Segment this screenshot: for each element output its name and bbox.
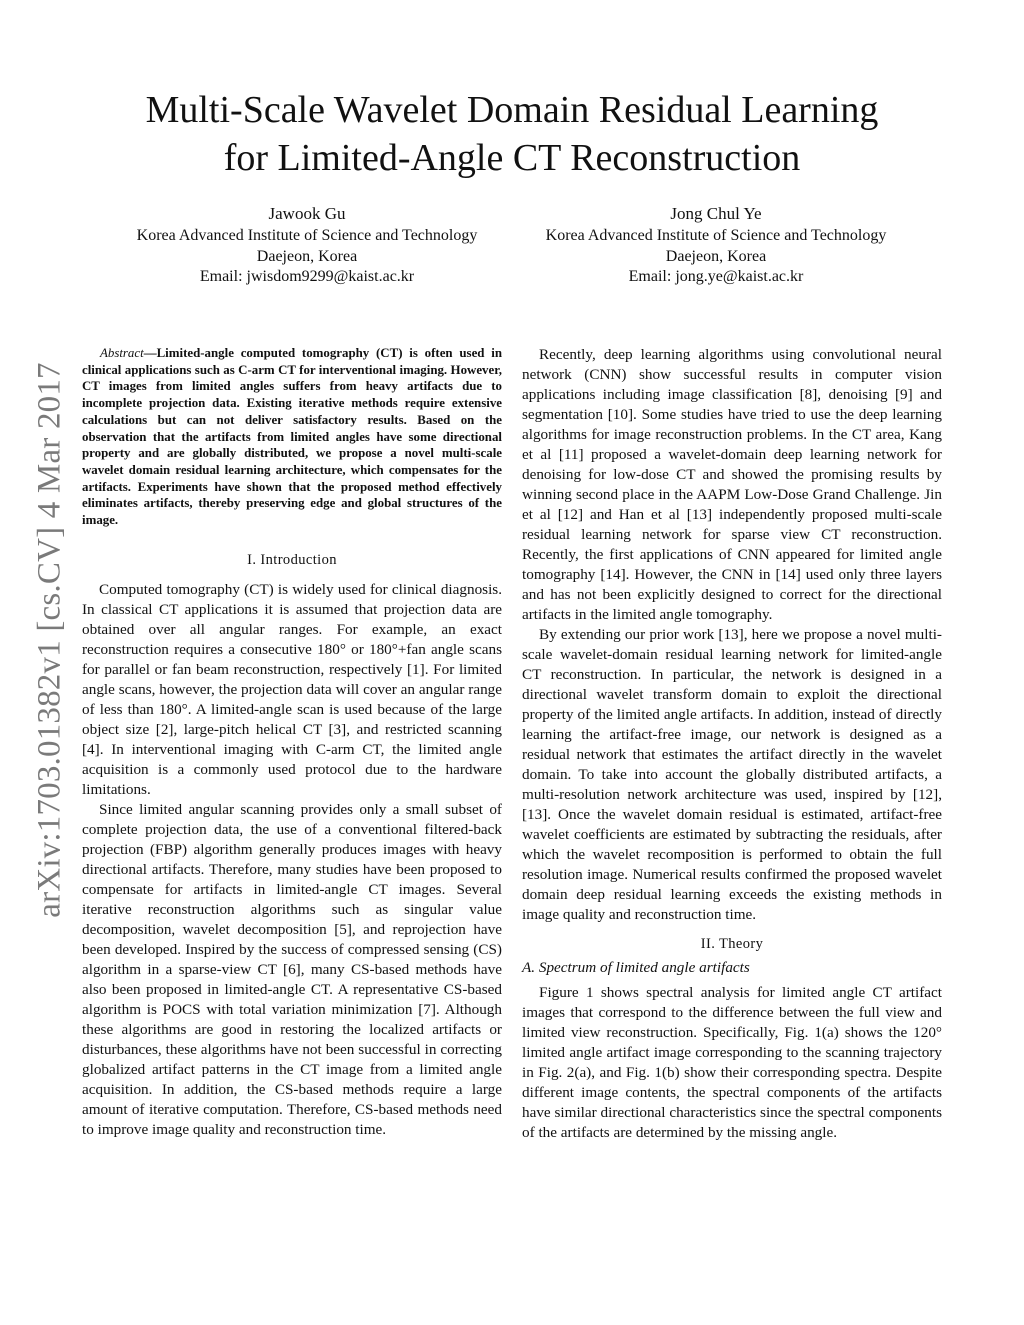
author-location: Daejeon, Korea — [256, 247, 358, 265]
intro-paragraph-3: Recently, deep learning algorithms using convolutional neural network (CNN) show successful results in computer vision applications including image classification [8], denoising [9] and segmentation [10]. Some studies have tried to use the deep learning algorithms for image reconstruction problems. In the CT area, Kang et al [11] proposed a wavelet-domain deep learning network for denoising for low-dose CT and showed the promising results by winning second place in the AAPM Low-Dose Grand Challenge. Jin et al [12] and Han et al [13] independently proposed multi-scale residual learning network for sparse view CT reconstruction. Recently, the first applications of CNN appeared for limited angle tomography [14]. However, the CNN in [14] used only three layers and has not been explicitly designed to correct for the directional artifacts in the limited angle tomography. — [522, 346, 942, 623]
author-affiliation: Korea Advanced Institute of Science and Technology — [545, 227, 887, 244]
author-block-1 — [107, 203, 507, 288]
author-block-2 — [516, 203, 916, 288]
intro-paragraph-4: By extending our prior work [13], here we propose a novel multi-scale wavelet-domain residual learning network for limited-angle CT reconstruction. In particular, the network is designed in a directional wavelet transform domain to exploit the directional property of the limited angle artifacts. In addition, instead of directly learning the artifact-free image, our network is designed as a residual network that estimates the artifact directly in the wavelet domain. To take into account the globally distributed artifacts, a multi-resolution network architecture was used, inspired by [12], [13]. Once the wavelet domain residual is estimated, artifact-free wavelet coefficients are estimated by subtracting the residuals, after which the wavelet recomposition is performed to obtain the full resolution image. Numerical results confirmed the proposed wavelet domain deep residual learning exceeds the existing methods in image quality and reconstruction time. — [522, 626, 942, 923]
left-column — [82, 345, 502, 1140]
arxiv-identifier[interactable]: arXiv:1703.01382v1 [cs.CV] 4 Mar 2017 — [31, 362, 68, 918]
author-name: Jawook Gu — [268, 204, 346, 223]
title-line-2: for Limited-Angle CT Reconstruction — [223, 137, 801, 179]
subsection-heading-spectrum: A. Spectrum of limited angle artifacts — [522, 959, 750, 976]
author-location: Daejeon, Korea — [665, 247, 767, 265]
title-line-1: Multi-Scale Wavelet Domain Residual Learning — [145, 89, 879, 131]
abstract — [82, 345, 502, 529]
intro-paragraph-2: Since limited angular scanning provides only a small subset of complete projection data, the use of a conventional filtered-back projection (FBP) algorithm generally produces images with heavy directional artifacts. Therefore, many studies have been proposed to compensate for artifacts in limited-angle CT images. Several iterative reconstruction algorithms such as singular value decomposition, wavelet decomposition [5], and reprojection have been developed. Inspired by the success of compressed sensing (CS) algorithm in a sparse-view CT [6], many CS-based methods have also been proposed in limited-angle CT. A representative CS-based algorithm is POCS with total variation minimization [7]. Although these algorithms are good in restoring the localized artifacts or disturbances, these algorithms have not been successful in correcting globalized artifact patterns in the CT image from a limited angle acquisition. In addition, the CS-based methods require a large amount of iterative computation. Therefore, CS-based methods need to improve image quality and reconstruction time. — [82, 800, 502, 1138]
right-column — [522, 345, 942, 1143]
theory-paragraph-1: Figure 1 shows spectral analysis for limited angle CT artifact images that correspond to the difference between the full view and limited view reconstruction. Specifically, Fig. 1(a) shows the 120° limited angle artifact image corresponding to the scanning trajectory in Fig. 2(a), and Fig. 1(b) show their corresponding spectra. Despite different image contents, the spectral components of the artifacts have similar directional characteristics since the spectral components of the artifacts are determined by the missing angle. — [522, 984, 942, 1141]
section-heading-theory: II. Theory — [700, 936, 764, 952]
intro-paragraph-1: Computed tomography (CT) is widely used for clinical diagnosis. In classical CT applications it is assumed that projection data are obtained over all angular ranges. For example, an exact reconstruction requires a consecutive 180° or 180°+fan angle scans for parallel or fan beam reconstruction, respectively [1]. For limited angle scans, however, the projection data will cover an angular range of less than 180°. A limited-angle scan is used because of the large object size [2], large-pitch helical CT [3], and restricted scanning [4]. In interventional imaging with C-arm CT, the limited angle acquisition is a commonly used protocol due to the hardware limitations. — [82, 580, 502, 798]
section-heading-introduction: I. Introduction — [247, 551, 337, 568]
author-affiliation: Korea Advanced Institute of Science and Technology — [136, 227, 478, 244]
abstract-text: —Limited-angle computed tomography (CT) is often used in clinical applications such as C-arm CT for interventional imaging. However, CT images from limited angles suffers from heavy artifacts due to incomplete projection data. Existing iterative methods require extensive calculations but can not deliver satisfactory results. Based on the observation that the artifacts from limited angles have some directional property and are globally distributed, we propose a novel multi-scale wavelet domain residual learning architecture, which compensates for the artifacts. Experiments have shown that the proposed method effectively eliminates artifacts, thereby preserving edge and global structures of the image. — [82, 346, 502, 528]
paper-title — [0, 86, 1024, 182]
author-email: Email: jong.ye@kaist.ac.kr — [628, 268, 804, 285]
abstract-lead: Abstract — [100, 346, 144, 360]
author-name: Jong Chul Ye — [670, 204, 762, 223]
author-email: Email: jwisdom9299@kaist.ac.kr — [199, 268, 415, 285]
